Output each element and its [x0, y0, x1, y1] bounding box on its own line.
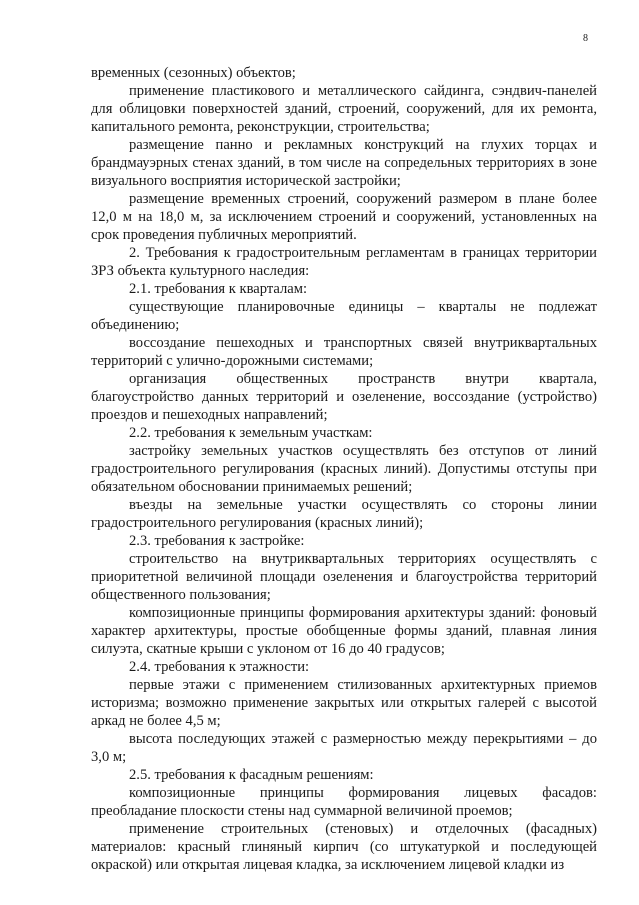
page-number: 8	[583, 33, 588, 44]
subsection-heading: 2.3. требования к застройке:	[129, 533, 305, 549]
paragraph: первые этажи с применением стилизованных архитектурных приемов историзма; возможно применение закрытых или открытых галерей с высотой аркад не более 4,5 м;	[91, 677, 597, 729]
paragraph: высота последующих этажей с размерностью между перекрытиями – до 3,0 м;	[91, 731, 597, 765]
paragraph: композиционные принципы формирования архитектуры зданий: фоновый характер архитектуры, простые обобщенные формы зданий, плавная линия силуэта, скатные крыши с уклоном от 16 до 40 градусов;	[91, 605, 597, 657]
document-body	[91, 64, 597, 874]
section-heading: 2. Требования к градостроительным регламентам в границах территории ЗРЗ объекта культурного наследия:	[91, 245, 597, 279]
subsection-heading: 2.4. требования к этажности:	[129, 659, 310, 675]
paragraph: строительство на внутриквартальных территориях осуществлять с приоритетной величиной площади озеленения и благоустройства территорий общественного пользования;	[91, 551, 597, 603]
paragraph: размещение панно и рекламных конструкций на глухих торцах и брандмауэрных стенах зданий, в том числе на сопредельных территориях в зоне визуального восприятия исторической застройки;	[91, 137, 597, 189]
subsection-heading: 2.1. требования к кварталам:	[129, 281, 308, 297]
paragraph: размещение временных строений, сооружений размером в плане более 12,0 м на 18,0 м, за исключением строений и сооружений, установленных на срок проведения публичных мероприятий.	[91, 191, 597, 243]
paragraph: применение строительных (стеновых) и отделочных (фасадных) материалов: красный глиняный кирпич (со штукатуркой и последующей окраской) или открытая лицевая кладка, за исключением лицевой кладки из	[91, 821, 597, 873]
paragraph: существующие планировочные единицы – кварталы не подлежат объединению;	[91, 299, 597, 333]
paragraph: застройку земельных участков осуществлять без отступов от линий градостроительного регулирования (красных линий). Допустимы отступы при обязательном обосновании принимаемых решений;	[91, 443, 597, 495]
paragraph: композиционные принципы формирования лицевых фасадов: преобладание плоскости стены над суммарной величиной проемов;	[91, 785, 597, 819]
paragraph: воссоздание пешеходных и транспортных связей внутриквартальных территорий с улично-дорожными системами;	[91, 335, 597, 369]
subsection-heading: 2.2. требования к земельным участкам:	[129, 425, 373, 441]
subsection-heading: 2.5. требования к фасадным решениям:	[129, 767, 374, 783]
paragraph: организация общественных пространств внутри квартала, благоустройство данных территорий и озеленение, воссоздание (устройство) проездов и пешеходных направлений;	[91, 371, 597, 423]
paragraph: въезды на земельные участки осуществлять со стороны линии градостроительного регулирования (красных линий);	[91, 497, 597, 531]
paragraph: временных (сезонных) объектов;	[91, 65, 296, 81]
paragraph: применение пластикового и металлического сайдинга, сэндвич-панелей для облицовки поверхностей зданий, строений, сооружений, для их ремонта, капитального ремонта, реконструкции, строительства;	[91, 83, 597, 135]
